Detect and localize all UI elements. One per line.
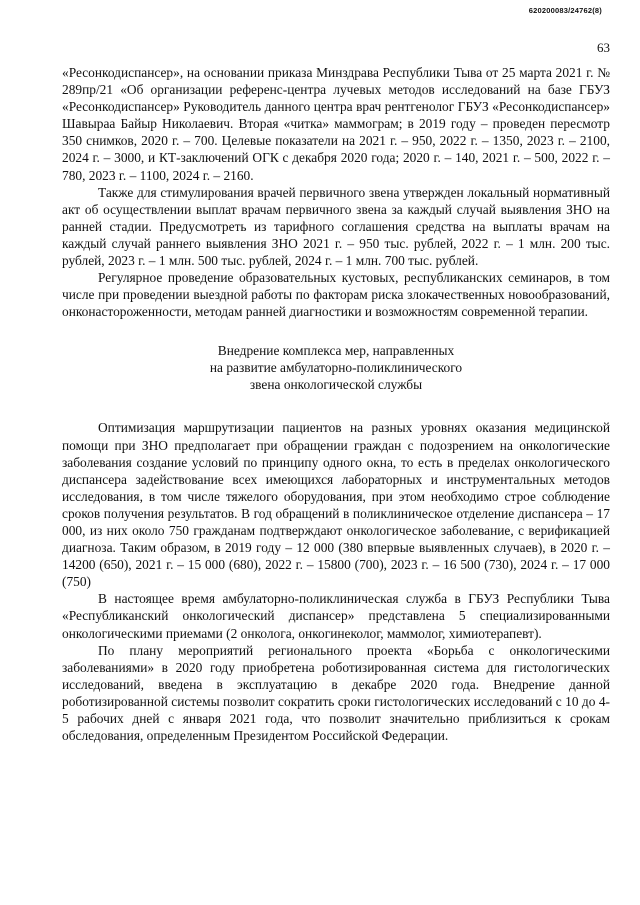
- document-id: 620200083/24762(8): [528, 6, 602, 15]
- paragraph-seminars: Регулярное проведение образовательных кустовых, республиканских семинаров, в том числе при проведении выездной работы по факторам риска злокачественных новообразований, онконастороженности, методам ранней диагностики и возможностям современной терапии.: [62, 270, 610, 320]
- paragraph-routing-optimization: Оптимизация маршрутизации пациентов на разных уровнях оказания медицинской помощи при ЗНО предполагает при обращении граждан с подозрением на онкологические заболевания создание условий по принципу одного окна, то есть в пределах онкологического диспансера задействование всех имеющихся лабораторных и инструментальных методов исследования, в том числе тяжелого оборудования, при этом необходимо строе соблюдение сроков получения результатов. В год обращений в поликлиническое отделение диспансера – 17 000, из них около 750 гражданам подтверждают онкологическое заболевание, с верификацией диагноза. Таким образом, в 2019 году – 12 000 (380 впервые выявленных случаев), в 2020 г. – 14200 (650), 2021 г. – 15 000 (680), 2022 г. – 15800 (700), 2023 г. – 16 500 (730), 2024 г. – 17 000 (750): [62, 420, 610, 590]
- section-heading: [62, 342, 610, 393]
- paragraph-robotic-system: По плану мероприятий регионального проекта «Борьба с онкологическими заболеваниями» в 2020 году приобретена роботизированная система для гистологических исследований, введена в эксплуатацию в декабре 2020 года. Внедрение данной роботизированной системы позволит сократить сроки гистологических исследований с 10 до 4-5 рабочих дней с января 2021 года, что позволит значительно приблизиться к срокам обследования, определенным Президентом Российской Федерации.: [62, 642, 610, 744]
- page-number: 63: [597, 40, 610, 55]
- section-heading-line-2: на развитие амбулаторно-поликлинического: [209, 360, 463, 376]
- section-heading-line-1: Внедрение комплекса мер, направленных: [217, 343, 455, 359]
- paragraph-reference-center: «Ресонкодиспансер», на основании приказа Минздрава Республики Тыва от 25 марта 2021 г. № 289пр/21 «Об организации референс-центра лучевых методов исследований на базе ГБУЗ «Ресонкодиспансер» Руководитель данного центра врач рентгенолог ГБУЗ «Ресонкодиспансер» Шавыраа Байыр Николаевич. Вторая «читка» маммограм; в 2019 году – проведен пересмотр 350 снимков, 2020 г. – 700. Целевые показатели на 2021 г. – 950, 2022 г. – 1350, 2023 г. – 2100, 2024 г. – 3000, и КТ-заключений ОГК с декабря 2020 года; 2020 г. – 140, 2021 г. – 500, 2022 г. – 780, 2023 г. – 1100, 2024 г. – 2160.: [62, 65, 610, 183]
- paragraph-primary-care-payments: Также для стимулирования врачей первичного звена утвержден локальный нормативный акт об осуществлении выплат врачам первичного звена за каждый случай выявления ЗНО на ранней стадии. Предусмотреть из тарифного соглашения средства на выплаты врачам на каждый случай раннего выявления ЗНО 2021 г. – 950 тыс. рублей, 2022 г. – 1 млн. 200 тыс. рублей, 2023 г. – 1 млн. 500 тыс. рублей, 2024 г. – 1 млн. 700 тыс. рублей.: [62, 184, 610, 269]
- section-heading-line-3: звена онкологической службы: [249, 377, 423, 393]
- page-body: [62, 64, 610, 744]
- paragraph-outpatient-service: В настоящее время амбулаторно-поликлиническая служба в ГБУЗ Республики Тыва «Республиканский онкологический диспансер» представлена 5 специализированными онкологическими приемами (2 онколога, онкогинеколог, маммолог, химиотерапевт).: [62, 591, 610, 641]
